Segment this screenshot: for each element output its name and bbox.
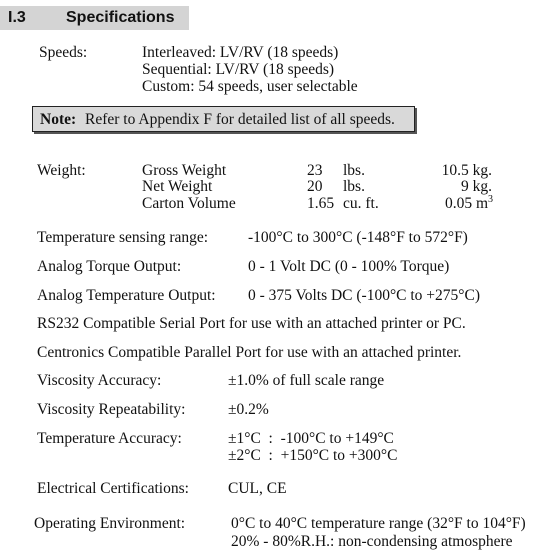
viscosity-repeatability-value: ±0.2% bbox=[228, 401, 269, 418]
note-box bbox=[32, 106, 415, 132]
weight-gross-metric: 10.5 kg. bbox=[441, 162, 492, 179]
temp-range-label: Temperature sensing range: bbox=[37, 229, 209, 246]
environment-label: Operating Environment: bbox=[34, 515, 186, 532]
temp-accuracy-line-1: ±1°C : -100°C to +149°C bbox=[228, 430, 394, 447]
environment-line-1: 0°C to 40°C temperature range (32°F to 104°F) bbox=[231, 515, 526, 532]
environment-line-2: 20% - 80%R.H.: non-condensing atmosphere bbox=[231, 533, 513, 550]
temp-range-value: -100°C to 300°C (-148°F to 572°F) bbox=[248, 229, 468, 246]
speeds-custom: Custom: 54 speeds, user selectable bbox=[142, 78, 358, 95]
weight-net-metric: 9 kg. bbox=[461, 178, 492, 195]
section-number: I.3 bbox=[8, 9, 26, 26]
weight-carton-value: 1.65 bbox=[307, 195, 335, 212]
weight-gross-unit: lbs. bbox=[343, 162, 365, 179]
weight-gross-value: 23 bbox=[307, 162, 323, 179]
speeds-sequential: Sequential: LV/RV (18 speeds) bbox=[142, 61, 335, 78]
weight-carton-metric: 0.05 $m^3$ bbox=[444, 193, 493, 212]
weight-gross-name: Gross Weight bbox=[142, 162, 227, 179]
analog-temp-value: 0 - 375 Volts DC (-100°C to +275°C) bbox=[248, 287, 480, 304]
certifications-label: Electrical Certifications: bbox=[37, 480, 189, 497]
weight-carton-unit: cu. ft. bbox=[343, 195, 379, 212]
certifications-value: CUL, CE bbox=[228, 480, 287, 497]
viscosity-accuracy-label: Viscosity Accuracy: bbox=[37, 372, 162, 389]
speeds-interleaved: Interleaved: LV/RV (18 speeds) bbox=[142, 44, 339, 61]
section-title: Specifications bbox=[66, 9, 175, 26]
analog-torque-label: Analog Torque Output: bbox=[37, 258, 182, 275]
viscosity-accuracy-value: ±1.0% of full scale range bbox=[228, 372, 385, 389]
analog-temp-label: Analog Temperature Output: bbox=[37, 287, 216, 304]
temp-accuracy-line-2: ±2°C : +150°C to +300°C bbox=[228, 447, 398, 464]
temp-accuracy-label: Temperature Accuracy: bbox=[37, 430, 182, 447]
speeds-label: Speeds: bbox=[39, 44, 88, 61]
parallel-port-text: Centronics Compatible Parallel Port for use with an attached printer. bbox=[37, 344, 462, 361]
note-label: Note: bbox=[40, 111, 77, 128]
viscosity-repeatability-label: Viscosity Repeatability: bbox=[37, 401, 186, 418]
weight-net-unit: lbs. bbox=[343, 178, 365, 195]
weight-net-name: Net Weight bbox=[142, 178, 213, 195]
section-header bbox=[0, 6, 189, 30]
serial-port-text: RS232 Compatible Serial Port for use with an attached printer or PC. bbox=[37, 315, 466, 332]
note-text: Refer to Appendix F for detailed list of all speeds. bbox=[85, 111, 395, 128]
weight-label: Weight: bbox=[37, 162, 86, 179]
weight-carton-name: Carton Volume bbox=[142, 195, 236, 212]
weight-net-value: 20 bbox=[307, 178, 323, 195]
analog-torque-value: 0 - 1 Volt DC (0 - 100% Torque) bbox=[248, 258, 450, 275]
